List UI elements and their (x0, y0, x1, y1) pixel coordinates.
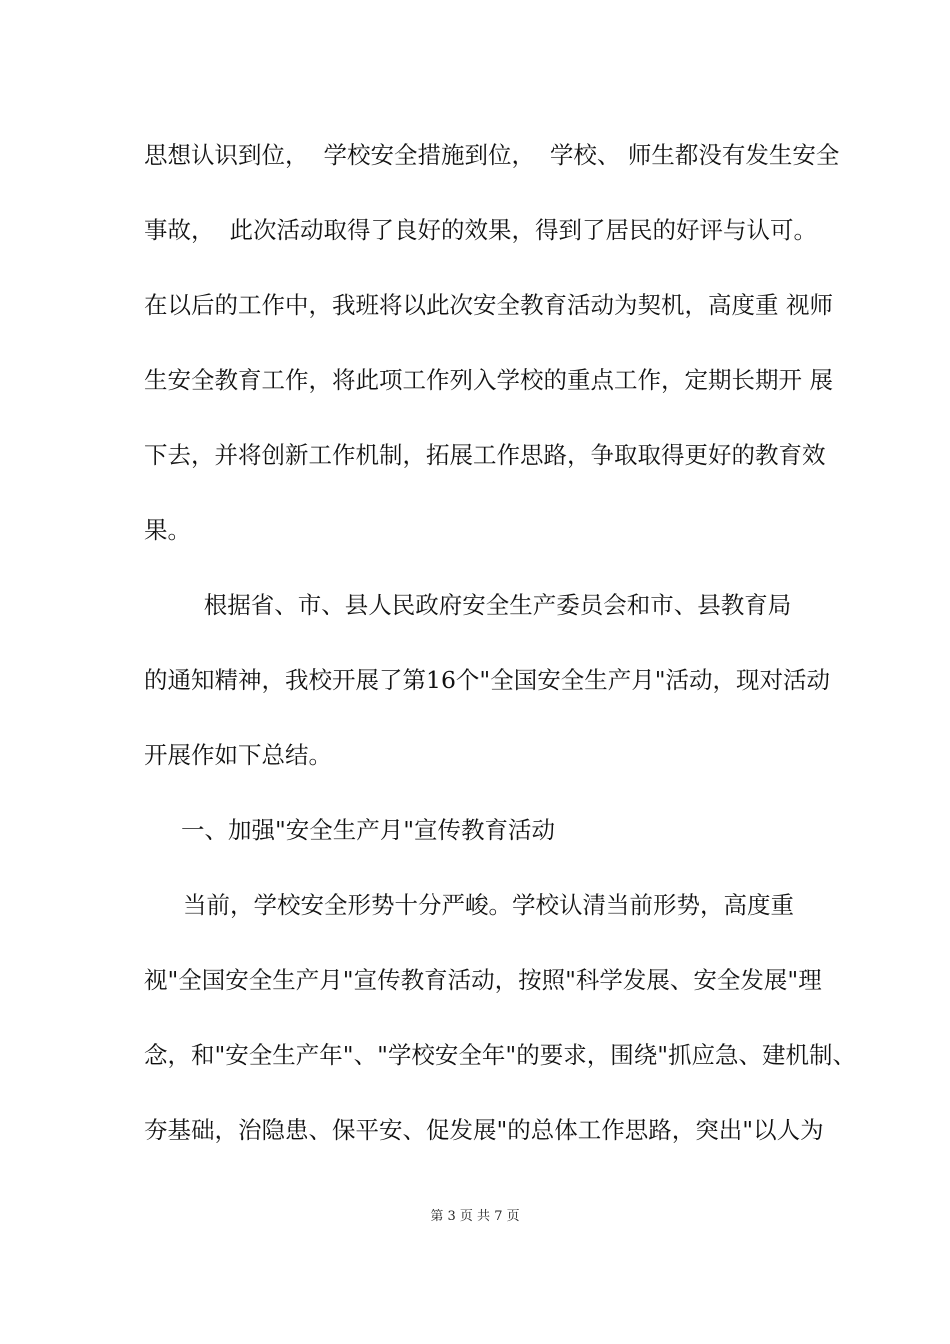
text-line: 视"全国安全生产月"宣传教育活动，按照"科学发展、安全发展"理 (144, 966, 822, 994)
section-heading: 一、加强"安全生产月"宣传教育活动 (166, 816, 556, 844)
text-line: 事故， 此次活动取得了良好的效果，得到了居民的好评与认可。 (144, 216, 817, 244)
text-line: 下去，并将创新工作机制，拓展工作思路，争取取得更好的教育效 (144, 441, 826, 469)
text-line: 的通知精神，我校开展了第16个"全国安全生产月"活动，现对活动 (144, 666, 831, 694)
text-line: 果。 (144, 516, 191, 544)
page-footer (0, 1208, 950, 1226)
text-line: 念，和"安全生产年"、"学校安全年"的要求，围绕"抓应急、建机制、 (144, 1041, 857, 1069)
text-line: 当前，学校安全形势十分严峻。学校认清当前形势，高度重 (168, 891, 794, 919)
page-number: 第 3 页 共 7 页 (430, 1209, 520, 1224)
text-line: 根据省、市、县人民政府安全生产委员会和市、县教育局 (144, 591, 792, 619)
text-line: 思想认识到位， 学校安全措施到位， 学校、 师生都没有发生安全 (144, 141, 840, 169)
text-line: 开展作如下总结。 (144, 741, 332, 769)
text-line: 在以后的工作中，我班将以此次安全教育活动为契机，高度重 视师 (144, 291, 833, 319)
text-line: 夯基础，治隐患、保平安、促发展"的总体工作思路，突出"以人为 (144, 1116, 824, 1144)
text-line: 生安全教育工作，将此项工作列入学校的重点工作，定期长期开 展 (144, 366, 833, 394)
